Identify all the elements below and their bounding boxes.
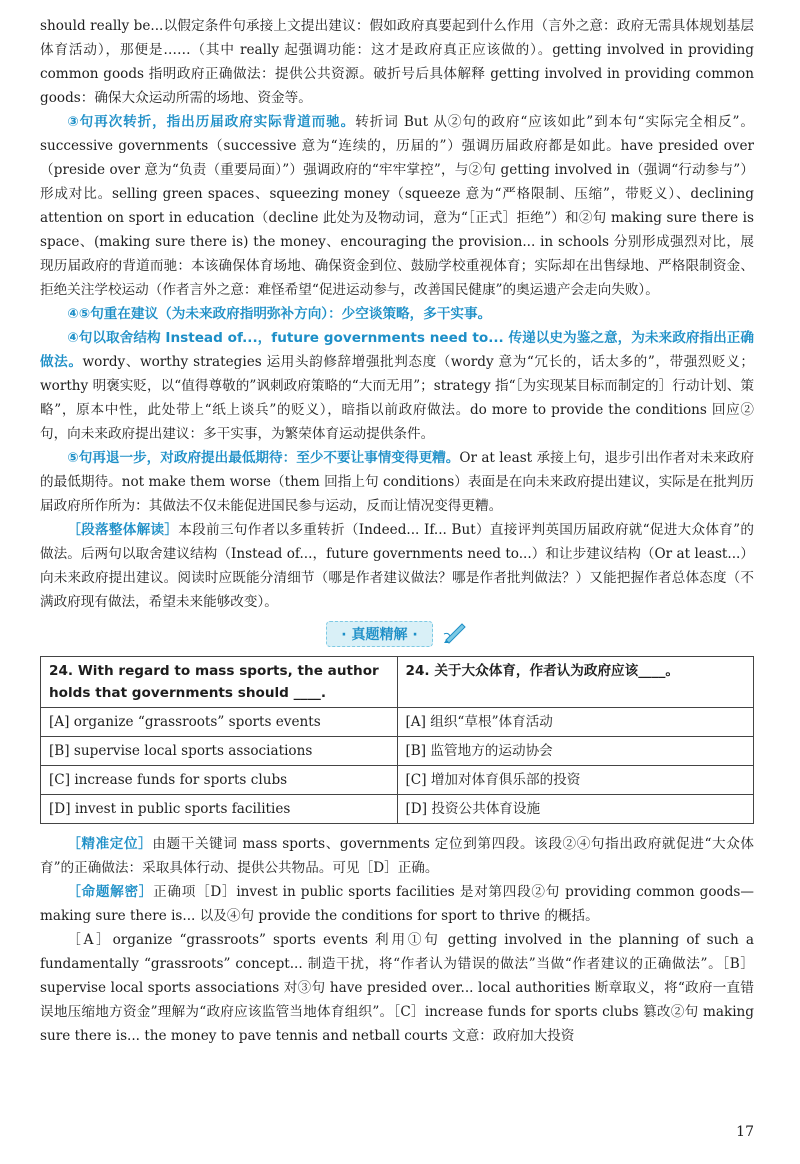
intro-paragraph-2: ③句再次转折，指出历届政府实际背道而驰。转折词 But 从②句的政府“应该如此”到本句“实际完全相反”。successive governments（successive 意为“连续的，历届的”）强调历届政府都是如此。have presided over（preside over 意为“负责（重要局面）”）强调政府的“牢牢掌控”，与②句 getting involved in（强调“行动参与”）形成对比。selling green spaces、squeezing money（squeeze 意为“严格限制、压缩”，带贬义）、declining attention on sport in education（decline 此处为及物动词，意为“［正式］拒绝”）和②句 making sure there is space、(making sure there is) the money、encouraging the provision... in schools 分别形成强烈对比，展现历届政府的背道而驰：本该确保体育场地、确保资金到位、鼓励学校重视体育；实际却在出售绿地、严格限制资金、拒绝关注学校运动（作者言外之意：难怪希望“促进运动参与，改善国民健康”的奥运遗产会走向失败）。 (40, 114, 754, 298)
intro-paragraph-1: should really be...以假定条件句承接上文提出建议：假如政府真要起到什么作用（言外之意：政府无需具体规划基层体育活动），那便是……（其中 really 起强调功能：这才是政府真正应该做的）。getting involved in providing common goods 指明政府正确做法：提供公共资源。破折号后具体解释 getting involved in providing common goods：确保大众运动所需的场地、资金等。 (40, 18, 754, 106)
section-title: · 真题精解 · (326, 621, 432, 647)
option-zh: [C] 增加对体育俱乐部的投资 (397, 766, 754, 795)
highlight-heading: ⑤句再退一步，对政府提出最低期待：至少不要让事情变得更糟。 (67, 450, 460, 466)
paragraph-summary: ［段落整体解读］本段前三句作者以多重转折（Indeed... If... But）直接评判英国历届政府就“促进大众体育”的做法。后两句以取舍建议结构（Instead of...，future governments need to...）和让步建议结构（Or at least...）向未来政府提出建议。阅读时应既能分清细节（哪是作者建议做法？哪是作者批判做法？）又能把握作者总体态度（不满政府现有做法，希望未来能够改变）。 (40, 522, 754, 610)
table-row (41, 708, 754, 737)
page-number: 17 (736, 1124, 754, 1140)
section-header (40, 620, 754, 648)
intro-paragraph-3 (40, 302, 754, 326)
option-zh: [A] 组织“草根”体育活动 (397, 708, 754, 737)
highlight-heading: ④⑤句重在建议（为未来政府指明弥补方向）：少空谈策略，多干实事。 (67, 306, 492, 322)
analysis-wrong-options: ［A］organize “grassroots” sports events 利用①句 getting involved in the planning of such a fundamentally “grassroots” concept... 制造干扰，将“作者认为错误的做法”当做“作者建议的正确做法”。［B］supervise local sports associations 对③句 have presided over... local authorities 断章取义，将“政府一直错误地压缩地方资金”理解为“政府应该监管当地体育组织”。［C］increase funds for sports clubs 篡改②句 making sure there is... the money to pave tennis and netball courts 文意：政府加大投资 (40, 932, 754, 1044)
option-en: [D] invest in public sports facilities (41, 795, 398, 824)
summary-tag: ［段落整体解读］ (67, 522, 179, 538)
option-en: [A] organize “grassroots” sports events (41, 708, 398, 737)
analysis-decode: ［命题解密］正确项［D］invest in public sports facilities 是对第四段②句 providing common goods—making sure there is... 以及④句 provide the conditions for sport to thrive 的概括。 (40, 884, 754, 924)
question-stem-en: 24. With regard to mass sports, the author holds that governments should ____. (41, 657, 398, 708)
page-content (40, 14, 754, 1048)
highlight-heading: ③句再次转折，指出历届政府实际背道而驰。 (67, 114, 356, 130)
table-row (41, 795, 754, 824)
question-stem-zh: 24. 关于大众体育，作者认为政府应该____。 (397, 657, 754, 708)
highlight-heading: ④句以取舍结构 Instead of...，future governments need to... 传递以史为鉴之意，为未来政府指出正确做法。 (40, 330, 754, 370)
locate-tag: ［精准定位］ (67, 836, 153, 852)
intro-paragraph-4: ④句以取舍结构 Instead of...，future governments need to... 传递以史为鉴之意，为未来政府指出正确做法。wordy、worthy strategies 运用头韵修辞增强批判态度（wordy 意为“冗长的，话太多的”，带强烈贬义；worthy 明褒实贬，以“值得尊敬的”讽刺政府策略的“大而无用”；strategy 指“［为实现某目标而制定的］行动计划、策略”，原本中性，此处带上“纸上谈兵”的贬义），暗指以前政府做法。do more to provide the conditions 回应②句，向未来政府提出建议：多干实事，为繁荣体育运动提供条件。 (40, 330, 755, 442)
table-row (41, 737, 754, 766)
option-en: [C] increase funds for sports clubs (41, 766, 398, 795)
decode-tag: ［命题解密］ (67, 884, 154, 900)
intro-paragraph-5: ⑤句再退一步，对政府提出最低期待：至少不要让事情变得更糟。Or at least 承接上句，退步引出作者对未来政府的最低期待。not make them worse（them 回指上句 conditions）表面是在向未来政府提出建议，实际是在批判历届政府所作所为：其做法不仅未能促进国民参与运动，反而让情况变得更糟。 (40, 450, 754, 514)
table-row (41, 766, 754, 795)
option-zh: [B] 监管地方的运动协会 (397, 737, 754, 766)
pen-icon (442, 620, 468, 648)
option-zh: [D] 投资公共体育设施 (397, 795, 754, 824)
table-row (41, 657, 754, 708)
question-table (40, 656, 754, 824)
analysis-locate: ［精准定位］由题干关键词 mass sports、governments 定位到第四段。该段②④句指出政府就促进“大众体育”的正确做法：采取具体行动、提供公共物品。可见［D］正确。 (40, 836, 755, 876)
option-en: [B] supervise local sports associations (41, 737, 398, 766)
